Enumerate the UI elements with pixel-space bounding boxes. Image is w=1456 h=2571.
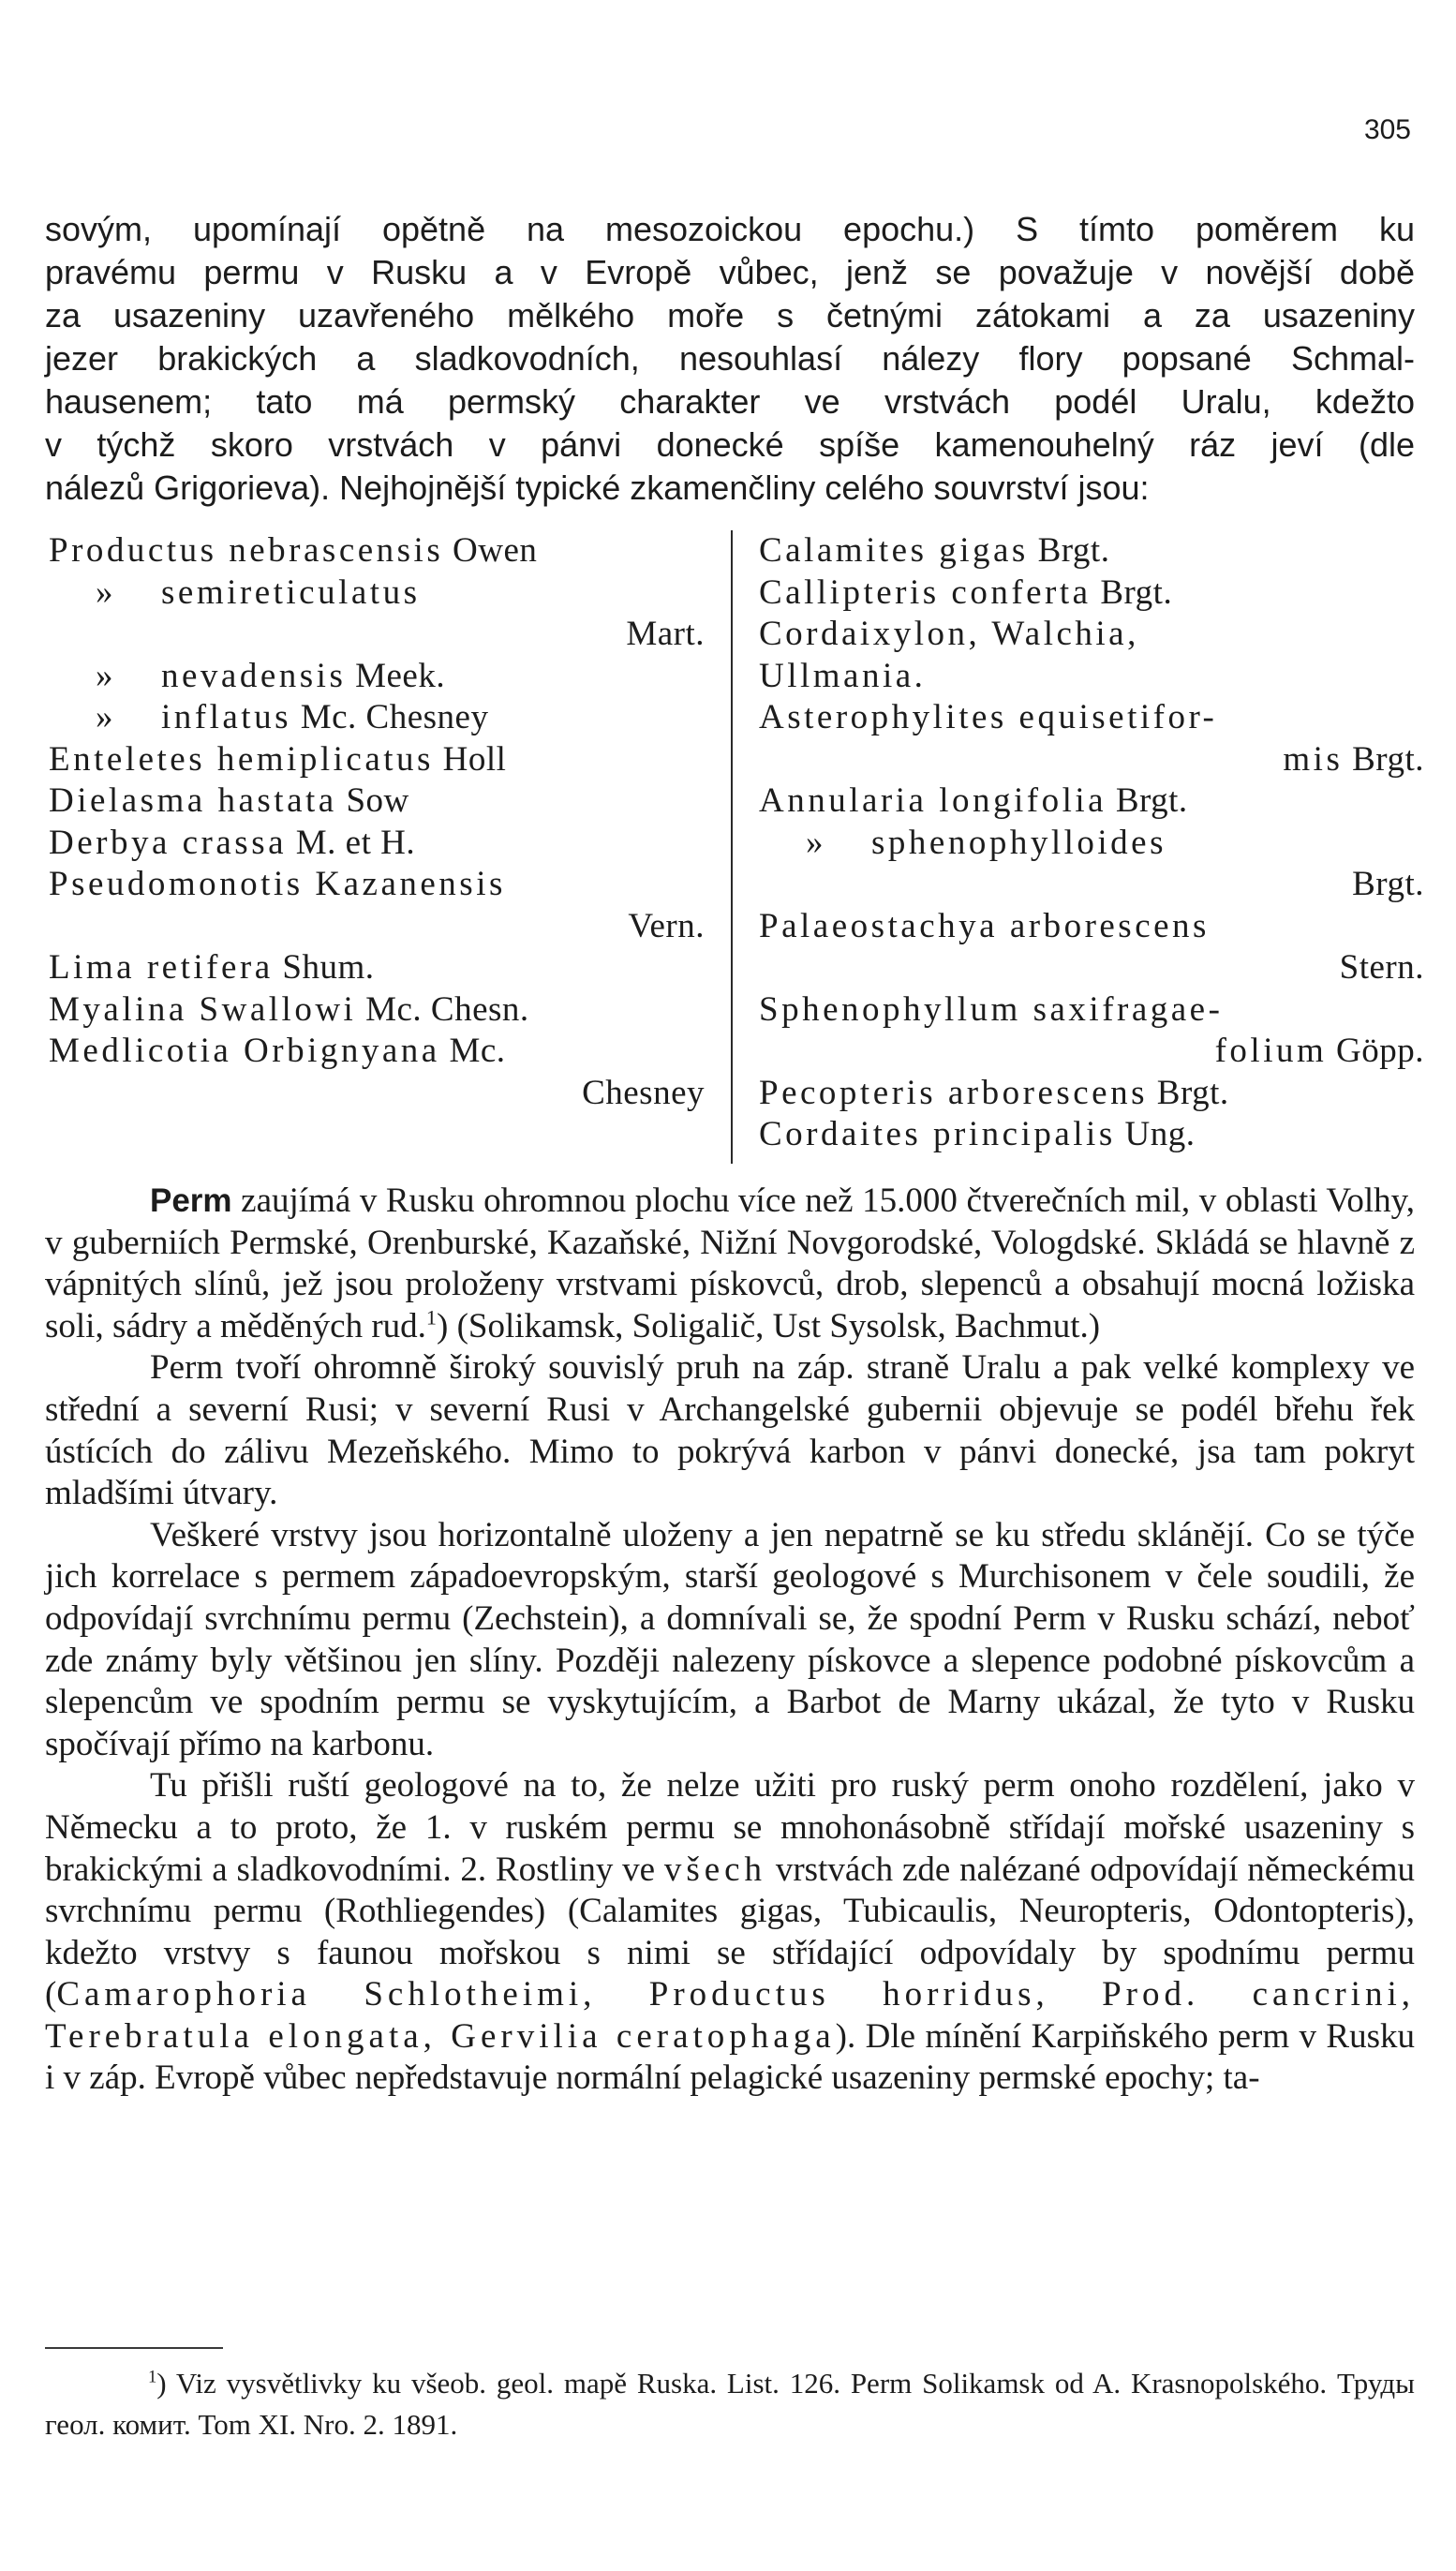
fossil-entry: » semireticulatus — [49, 572, 714, 615]
spaced-emphasis: Camarophoria Schlotheimi, Productus horridus, Prod. cancrini, Terebratula elongata, Gervilia ceratophaga — [45, 1975, 1415, 2056]
fossil-name-continued: mis Brgt. — [1283, 739, 1424, 779]
fossil-author-continued: Brgt. — [1352, 865, 1424, 903]
fossil-entry: Pseudomonotis Kazanensis — [49, 865, 506, 903]
fossil-entry: » nevadensis Meek. — [49, 656, 714, 698]
fossil-entry: Pecopteris arborescens Brgt. — [759, 1073, 1229, 1112]
fossil-entry: Lima retifera Shum. — [49, 948, 375, 987]
fossil-entry: Annularia longifolia Brgt. — [759, 781, 1188, 820]
paragraph-russian-geologists: Tu přišli ruští geologové na to, že nelze užiti pro ruský perm onoho rozdělení, jako v Německu a to proto, že 1. v ruském permu se mnohonásobně střídají mořské usazeniny s brakickými a sladkovodními. 2. Rostliny ve všech vrstvách zde nalézané odpovídají německému svrchnímu permu (Rothliegendes) (Calamites gigas, Tubicaulis, Neuropteris, Odontopteris), kdežto vrstvy s faunou mořskou s nimi se střídající odpovídaly by spodnímu permu (Camarophoria Schlotheimi, Productus horridus, Prod. cancrini, Terebratula elongata, Gervilia ceratophaga). Dle mínění Karpiňského perm v Rusku i v záp. Evropě vůbec nepředstavuje normální pelagické usazeniny permské epochy; ta- — [45, 1766, 1415, 2098]
fossil-entry: Sphenophyllum saxifragae- — [759, 989, 1224, 1029]
intro-paragraph — [45, 208, 1415, 510]
fossil-author-continued: Stern. — [1339, 948, 1424, 987]
fossil-entry: » inflatus Mc. Chesney — [49, 697, 714, 739]
term-perm: Perm — [150, 1182, 232, 1219]
intro-line: sovým, upomínají opětně na mesozoickou epochu.) S tímto poměrem ku — [45, 210, 1415, 248]
page-number: 305 — [1363, 114, 1411, 145]
intro-line: jezer brakických a sladkovodních, nesouhlasí nálezy flory popsané Schmal- — [45, 339, 1415, 378]
fossil-entry: Callipteris conferta Brgt. — [759, 572, 1173, 612]
fauna-column — [49, 530, 714, 1114]
fossil-entry: » sphenophylloides — [759, 823, 1434, 865]
spaced-emphasis: všech — [663, 1850, 767, 1889]
fossil-author-continued: Vern. — [628, 906, 705, 945]
fossil-entry: Cordaixylon, Walchia, — [759, 615, 1139, 653]
fossil-entry: Cordaites principalis Ung. — [759, 1115, 1196, 1153]
flora-column — [759, 530, 1434, 1156]
intro-line: nálezů Grigorieva). Nejhojnější typické zkamenčliny celého souvrství jsou: — [45, 468, 1150, 507]
footnote: $^1$) Viz vysvětlivky ku všeob. geol. mapě Ruska. List. 126. Perm Solikamsk od A. Krasnopolského. Труды геол. комит. Tom XI. Nro. 2. 1891. — [45, 2367, 1415, 2441]
ditto-mark: » — [96, 698, 113, 736]
intro-line: v týchž skoro vrstvách v pánvi donecké spíše kamenouhelný ráz jeví (dle — [45, 425, 1415, 464]
body-text — [45, 1181, 1415, 2100]
ditto-mark: » — [806, 823, 824, 862]
fossil-name-continued: folium Göpp. — [1214, 1032, 1424, 1070]
fossil-entry: Asterophylites equisetifor- — [759, 698, 1218, 736]
paragraph-perm-extent: Perm zaujímá v Rusku ohromnou plochu více než 15.000 čtverečních mil, v oblasti Volhy, v guberniích Permské, Orenburské, Kazaňské, Nižní Novgorodské, Vologdské. Skládá se hlavně z vápnitých slínů, jež jsou proloženy vrstvami pískovců, drob, slepenců a obsahují mocná ložiska soli, sádry a měděných rud.$^1$) (Solikamsk, Soligalič, Ust Sysolsk, Bachmut.) — [45, 1181, 1415, 1345]
fossil-entry: Enteletes hemiplicatus Holl — [49, 739, 507, 779]
fossil-author-continued: Mart. — [626, 615, 705, 653]
fossil-entry: Medlicotia Orbignyana Mc. — [49, 1032, 506, 1070]
fossil-entry: Myalina Swallowi Mc. Chesn. — [49, 989, 529, 1029]
intro-line: hausenem; tato má permský charakter ve vrstvách podél Uralu, kdežto — [45, 382, 1415, 421]
intro-line: pravému permu v Rusku a v Evropě vůbec, jenž se považuje v novější době — [45, 253, 1415, 291]
fossil-author-continued: Chesney — [582, 1073, 705, 1112]
fossil-list — [49, 530, 1424, 1167]
column-divider — [731, 530, 733, 1164]
footnote-ref: 1 — [425, 1305, 437, 1330]
ditto-mark: » — [96, 656, 113, 695]
fossil-entry: Dielasma hastata Sow — [49, 781, 409, 820]
fossil-entry: Productus nebrascensis Owen — [49, 531, 538, 570]
paragraph-perm-distribution: Perm tvoří ohromně široký souvislý pruh na záp. straně Uralu a pak velké komplexy ve střední a severní Rusi; v severní Rusi v Archangelské gubernii objevuje se podél břehu řek ústících do zálivu Mezeňského. Mimo to pokrývá karbon v pánvi donecké, jsa tam pokryt mladšími útvary. — [45, 1348, 1415, 1513]
fossil-entry: Calamites gigas Brgt. — [759, 531, 1110, 570]
fossil-entry: Palaeostachya arborescens — [759, 906, 1210, 945]
footnote-rule — [45, 2347, 223, 2349]
paragraph-strata: Veškeré vrstvy jsou horizontalně uloženy a jen nepatrně se ku středu sklánějí. Co se týče jich korrelace s permem západoevropským, starší geologové s Murchisonem v čele soudili, že odpovídají svrchnímu permu (Zechstein), a domnívali se, že spodní Perm v Rusku schází, neboť zde známy byly většinou jen slíny. Později nalezeny pískovce a slepence podobné pískovcům a slepencům ve spodním permu se vyskytujícím, a Barbot de Marny ukázal, že tyto v Rusku spočívají přímo na karbonu. — [45, 1515, 1415, 1763]
fossil-entry: Ullmania. — [759, 656, 927, 695]
ditto-mark: » — [96, 572, 113, 612]
fossil-entry: Derbya crassa M. et H. — [49, 823, 416, 862]
intro-line: za usazeniny uzavřeného mělkého moře s četnými zátokami a za usazeniny — [45, 296, 1415, 334]
footnote-marker: 1 — [148, 2367, 157, 2387]
